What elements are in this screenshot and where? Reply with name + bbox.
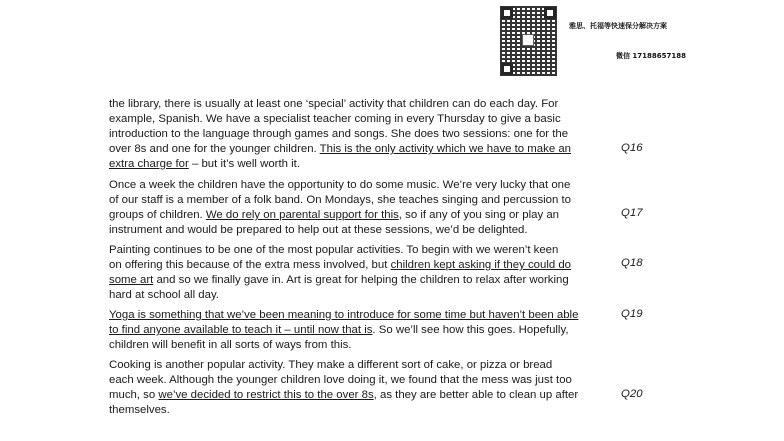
underlined-answer-text: we’ve decided to restrict this to the over 8s: [158, 389, 374, 401]
qr-code-icon: [500, 6, 557, 76]
text-line: [109, 127, 629, 142]
text-line: [109, 258, 629, 273]
text-line: [109, 178, 629, 193]
text-line: [109, 388, 629, 403]
underlined-answer-text: This is the only activity which we have to make an: [319, 143, 571, 155]
qr-finder-pattern: [501, 63, 513, 75]
text-line: [109, 97, 629, 112]
text-line: [109, 157, 629, 172]
underlined-answer-text: extra charge for: [109, 158, 189, 170]
underlined-answer-text: to find anyone available to teach it – until now that is: [109, 324, 373, 336]
text-segment: children will benefit in all sorts of ways from this.: [109, 339, 352, 351]
question-label-q20: Q20: [621, 388, 643, 400]
text-segment: the library, there is usually at least one ‘special’ activity that children can do each day. For: [109, 98, 559, 110]
text-line: [109, 223, 629, 238]
text-line: [109, 193, 629, 208]
text-segment: Cooking is another popular activity. They make a different sort of cake, or pizza or bread: [109, 359, 553, 371]
text-segment: of our staff is a member of a folk band. On Mondays, she teaches singing and percussion to: [109, 194, 572, 206]
text-line: [109, 142, 629, 157]
text-segment: introduction to the language through games and songs. She does two sessions: one for the: [109, 128, 569, 140]
text-segment: example, Spanish. We have a specialist teacher coming in every Thursday to give a basic: [109, 113, 561, 125]
text-segment: , as they are better able to clean up after: [373, 389, 579, 401]
question-label-q17: Q17: [621, 207, 643, 219]
underlined-answer-text: children kept asking if they could do: [390, 259, 572, 271]
text-line: [109, 373, 629, 388]
text-line: [109, 403, 629, 418]
text-line: [109, 338, 629, 353]
text-segment: over 8s and one for the younger children.: [109, 143, 320, 155]
text-segment: on offering this because of the extra mess involved, but: [109, 259, 391, 271]
question-label-q18: Q18: [621, 257, 643, 269]
paragraph-yoga: [109, 308, 629, 353]
text-line: [109, 112, 629, 127]
text-segment: Once a week the children have the opportunity to do some music. We’re very lucky that one: [109, 179, 571, 191]
text-segment: groups of children.: [109, 209, 206, 221]
text-segment: each week. Although the younger children love doing it, we found that the mess was just too: [109, 374, 572, 386]
text-line: [109, 358, 629, 373]
text-line: [109, 243, 629, 258]
underlined-answer-text: some art: [109, 274, 154, 286]
text-segment: much, so: [109, 389, 159, 401]
paragraph-painting: [109, 243, 629, 303]
text-segment: themselves.: [109, 404, 170, 416]
header-contact: 微信 17188657188: [616, 52, 687, 60]
text-line: [109, 208, 629, 223]
qr-center-logo: [522, 34, 534, 46]
question-label-q19: Q19: [621, 308, 643, 320]
text-segment: and so we finally gave in. Art is great for helping the children to relax after working: [153, 274, 569, 286]
text-segment: hard at school all day.: [109, 289, 219, 301]
paragraph-music: [109, 178, 629, 238]
question-label-q16: Q16: [621, 142, 643, 154]
text-line: [109, 273, 629, 288]
text-segment: Painting continues to be one of the most popular activities. To begin with we weren’t keen: [109, 244, 559, 256]
paragraph-cooking: [109, 358, 629, 418]
text-line: [109, 288, 629, 303]
underlined-answer-text: We do rely on parental support for this: [205, 209, 399, 221]
text-line: [109, 308, 629, 323]
text-segment: instrument and would be prepared to help out at these sessions, we’d be delighted.: [109, 224, 528, 236]
text-segment: . So we’ll see how this goes. Hopefully,: [372, 324, 569, 336]
text-segment: – but it’s well worth it.: [188, 158, 300, 170]
header-slogan: 雅思、托福等快速保分解决方案: [569, 22, 667, 30]
underlined-answer-text: Yoga is something that we’ve been meaning to introduce for some time but haven’t been able: [109, 309, 579, 321]
paragraph-spanish: [109, 97, 629, 172]
text-segment: , so if any of you sing or play an: [398, 209, 559, 221]
text-line: [109, 323, 629, 338]
